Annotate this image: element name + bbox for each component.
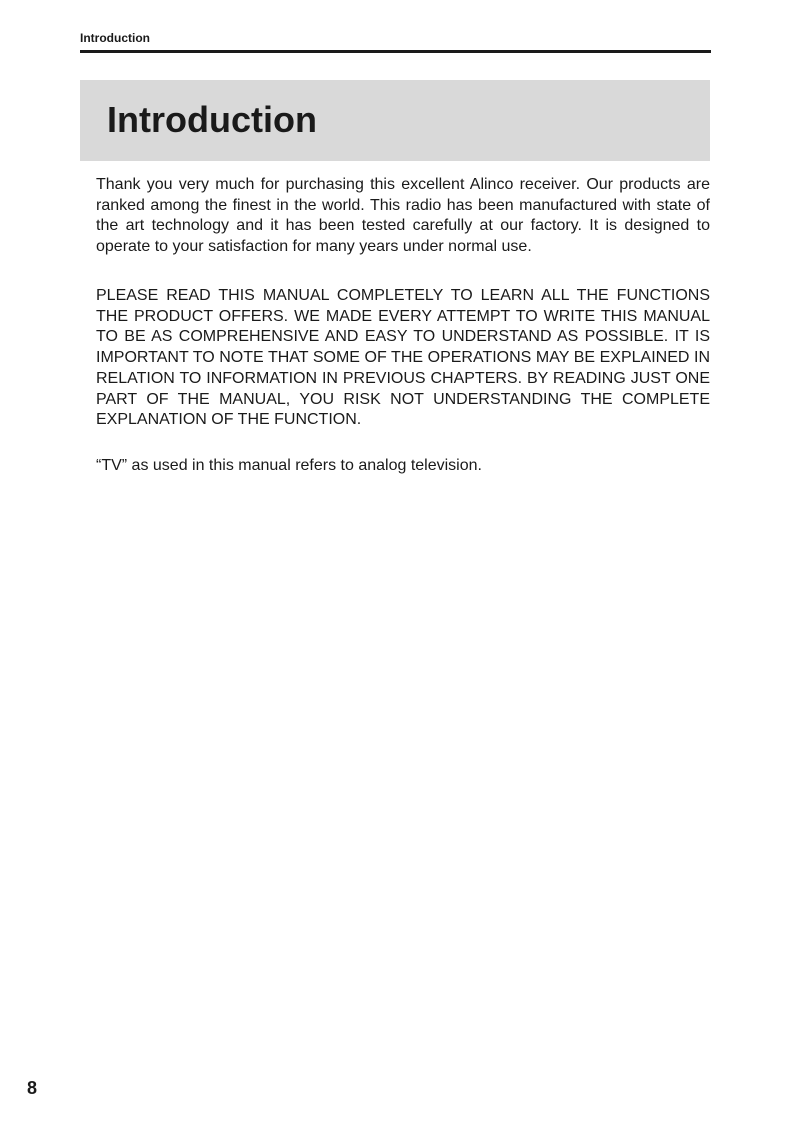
section-title: Introduction	[107, 99, 317, 140]
tv-note-paragraph: “TV” as used in this manual refers to analog television.	[96, 457, 482, 474]
notice-paragraph: PLEASE READ THIS MANUAL COMPLETELY TO LEARN ALL THE FUNCTIONS THE PRODUCT OFFERS. WE MADE EVERY ATTEMPT TO WRITE THIS MANUAL TO BE AS COMPREHENSIVE AND EASY TO UNDERSTAND AS POSSIBLE. IT IS IMPORTANT TO NOTE THAT SOME OF THE OPERATIONS MAY BE EXPLAINED IN RELATION TO INFORMATION IN PREVIOUS CHAPTERS. BY READING JUST ONE PART OF THE MANUAL, YOU RISK NOT UNDERSTANDING THE COMPLETE EXPLANATION OF THE FUNCTION.	[96, 287, 710, 429]
page-number: 8	[27, 1078, 38, 1098]
section-title-band	[80, 80, 710, 161]
intro-paragraph: Thank you very much for purchasing this excellent Alinco receiver. Our products are ranked among the finest in the world. This radio has been manufactured with state of the art technology and it has been tested carefully at our factory. It is designed to operate to your satisfaction for many years under normal use.	[96, 176, 710, 256]
running-header: Introduction	[80, 31, 150, 45]
header-rule	[80, 50, 711, 53]
